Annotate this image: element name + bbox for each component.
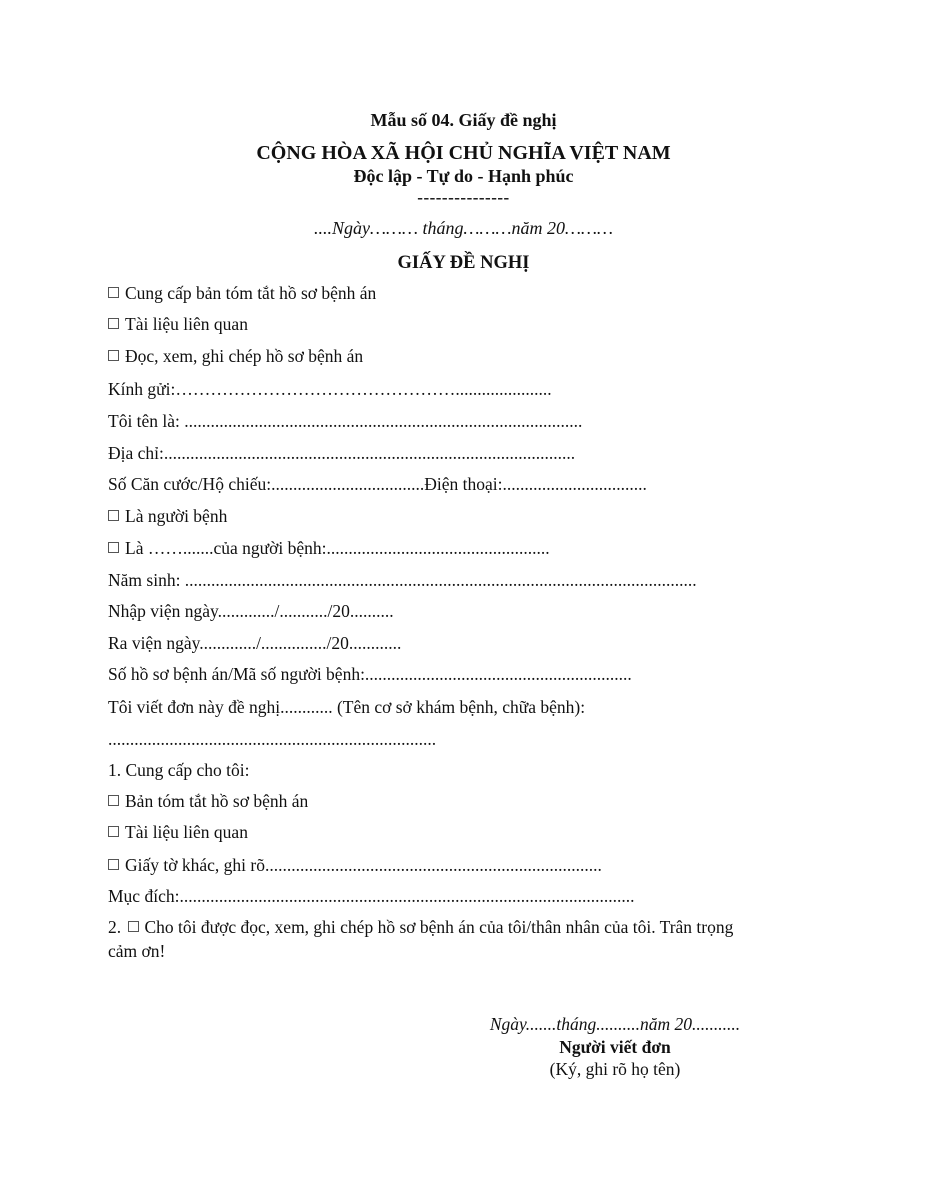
request-type-summary xyxy=(108,283,376,304)
checkbox-label: Tài liệu liên quan xyxy=(125,822,248,842)
header-separator: --------------- xyxy=(417,188,510,207)
checkbox-icon[interactable] xyxy=(108,542,119,553)
header-date-line: ....Ngày……… tháng………năm 20……… xyxy=(313,218,614,238)
signature-date-line[interactable]: Ngày.......tháng..........năm 20........... xyxy=(489,1014,741,1034)
discharge-date-field[interactable]: Ra viện ngày............./.............../20............ xyxy=(108,633,402,653)
relation-field[interactable]: Là …….......của người bệnh:................................................... xyxy=(125,538,550,558)
birth-year-field[interactable]: Năm sinh: ..................................................................................................................... xyxy=(108,570,697,590)
record-number-field[interactable]: Số hồ sơ bệnh án/Mã số người bệnh:............................................................. xyxy=(108,664,632,684)
relation-option xyxy=(108,538,550,559)
address-field[interactable]: Địa chỉ:.............................................................................................. xyxy=(108,443,576,463)
checkbox-label: Đọc, xem, ghi chép hồ sơ bệnh án xyxy=(125,346,364,366)
section2-line2: cảm ơn! xyxy=(108,941,166,961)
checkbox-icon[interactable] xyxy=(128,921,139,932)
form-number: Mẫu số 04. Giấy đề nghị xyxy=(370,110,557,130)
request-type-documents xyxy=(108,314,248,335)
request-type-read xyxy=(108,346,363,367)
section1-option-documents xyxy=(108,822,248,843)
checkbox-icon[interactable] xyxy=(108,826,119,837)
admission-date-field[interactable]: Nhập viện ngày............./.........../20.......... xyxy=(108,601,394,621)
signature-instruction: (Ký, ghi rõ họ tên) xyxy=(549,1059,681,1079)
checkbox-icon[interactable] xyxy=(108,350,119,361)
other-documents-field[interactable]: Giấy tờ khác, ghi rõ............................................................................. xyxy=(125,855,602,875)
id-phone-field[interactable]: Số Căn cước/Hộ chiếu:...................................Điện thoại:................................. xyxy=(108,474,647,494)
section2-number: 2. xyxy=(108,917,122,937)
request-to-label: Tôi viết đơn này đề nghị............ (Tên cơ sở khám bệnh, chữa bệnh): xyxy=(108,697,586,717)
checkbox-label: Là người bệnh xyxy=(125,506,228,526)
country-name: CỘNG HÒA XÃ HỘI CHỦ NGHĨA VIỆT NAM xyxy=(256,142,671,164)
checkbox-label: Tài liệu liên quan xyxy=(125,314,248,334)
recipient-field[interactable]: Kính gửi:…………………………………………...................... xyxy=(108,379,552,399)
checkbox-icon[interactable] xyxy=(108,287,119,298)
checkbox-icon[interactable] xyxy=(108,859,119,870)
name-field[interactable]: Tôi tên là: ........................................................................................... xyxy=(108,411,583,431)
section2-text: Cho tôi được đọc, xem, ghi chép hồ sơ bệnh án của tôi/thân nhân của tôi. Trân trọng xyxy=(144,917,734,937)
section1-option-other xyxy=(108,855,602,876)
section1-heading: 1. Cung cấp cho tôi: xyxy=(108,760,250,780)
checkbox-label: Cung cấp bản tóm tắt hồ sơ bệnh án xyxy=(125,283,377,303)
section1-option-summary xyxy=(108,791,308,812)
document-title: GIẤY ĐỀ NGHỊ xyxy=(397,253,530,273)
is-patient-option xyxy=(108,506,227,527)
checkbox-icon[interactable] xyxy=(108,318,119,329)
checkbox-icon[interactable] xyxy=(108,795,119,806)
signer-title: Người viết đơn xyxy=(559,1037,671,1057)
facility-name-field[interactable]: ........................................................................... xyxy=(108,729,437,749)
checkbox-label: Bản tóm tắt hồ sơ bệnh án xyxy=(125,791,309,811)
national-motto: Độc lập - Tự do - Hạnh phúc xyxy=(353,166,574,186)
section2-line1 xyxy=(108,917,733,938)
checkbox-icon[interactable] xyxy=(108,510,119,521)
purpose-field[interactable]: Mục đích:........................................................................................................ xyxy=(108,886,635,906)
